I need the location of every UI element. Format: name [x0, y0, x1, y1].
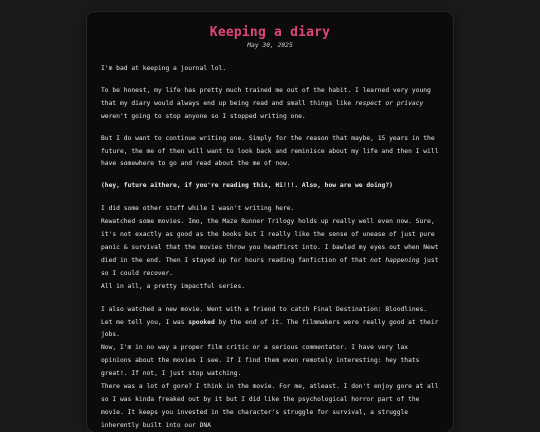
entry-body [101, 63, 439, 432]
paragraph-maze-runner [101, 216, 439, 281]
diary-entry-card [87, 12, 453, 432]
entry-title: Keeping a diary [209, 25, 331, 40]
paragraph-gore: There was a lot of gore? I think in the movie. For me, atleast. I don't enjoy gore at all so I was kinda freaked out by it but I did like the psychological horror part of the movie. It keeps you invested in the character's struggle for survival, a struggle inherently built into our DNA [101, 383, 439, 429]
paragraph-other-stuff: I did some other stuff while I wasn't writing here. [101, 205, 295, 213]
text-segment: weren't going to stop anyone so I stopped writing one. [101, 112, 306, 120]
paragraph-impactful: All in all, a pretty impactful series. [101, 282, 246, 290]
paragraph-note-to-future: (hey, future aithere, if you're reading this, Hi!!!. Also, how are we doing?) [101, 182, 393, 190]
paragraph-future: But I do want to continue writing one. Simply for the reason that maybe, 15 years in the future, the me of then will want to look back and reminisce about my life and then I will have somewhere to go and read about the me of now. [101, 134, 439, 168]
text-segment: Let me tell you, I was [101, 318, 189, 326]
strong-text: spooked [188, 318, 215, 326]
emphasis-text: not happening [370, 256, 420, 264]
entry-date: May 30, 2025 [247, 42, 293, 49]
paragraph-new-movie: I also watched a new movie. Went with a friend to catch Final Destination: Bloodlines. [101, 305, 428, 313]
paragraph-privacy [101, 85, 439, 124]
emphasis-text: respect or privacy [355, 99, 424, 107]
paragraph-spooked [101, 317, 439, 343]
text-segment: by the end of it. The filmmakers were really good at their jobs. [101, 318, 439, 339]
paragraph-intro: I'm bad at keeping a journal lol. [101, 65, 227, 72]
text-segment: just so I could recover. [101, 256, 439, 277]
text-segment: To be honest, my life has pretty much trained me out of the habit. I learned very young that my diary would always end up being read and small things like [101, 86, 431, 107]
paragraph-critic: Now, I'm in no way a proper film critic or a serious commentator. I have very lax opinions about the movies I see. If I find them even remotely interesting: hey thats great!. If not, I just stop watching. [101, 344, 420, 378]
text-segment: Rewatched some movies. Imo, the Maze Runner Trilogy holds up really well even now. Sure, it's not exactly as good as the books but I really like the sense of unease of just pure panic & survival that the movies throw you headfirst into. I bawled my eyes out when Newt died in the end. Then I stayed up for hours reading fanfiction of that [101, 218, 439, 264]
